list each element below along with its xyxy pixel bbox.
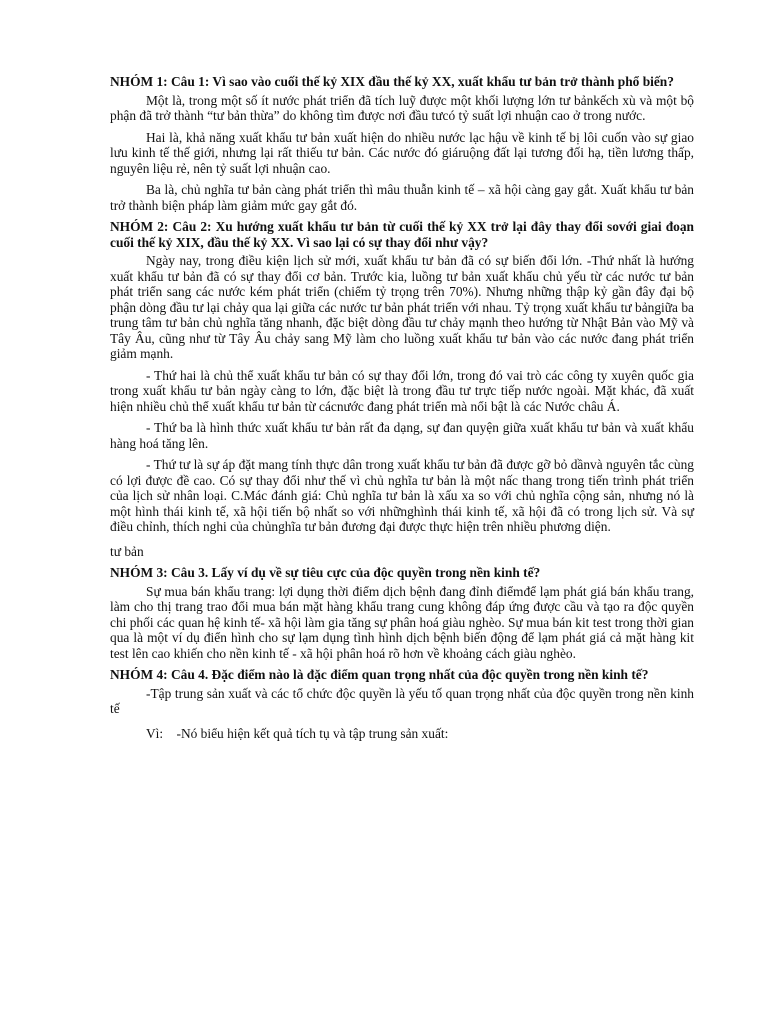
- section-2-paragraph-4: - Thứ tư là sự áp đặt mang tính thực dân trong xuất khẩu tư bản đã được gỡ bỏ dầnvà nguyên tắc cùng có lợi được đề cao. Có sự thay đổi như thế vì chủ nghĩa tư bản là một nấc thang trong tiến trình phát triển của lịch sử nhân loại. C.Mác đánh giá: Chủ nghĩa tư bản là xấu xa so với chủ nghĩa cộng sản, nhưng nó là một hình thái kinh tế, xã hội tiến bộ nhất so với nhữnghình thái kinh tế, xã hội đã có trong lịch sử. Và sự điều chỉnh, thích nghi của chủnghĩa tư bản đương đại được thực hiện trên nhiều phương diện.: [110, 457, 694, 534]
- section-4-heading: NHÓM 4: Câu 4. Đặc điểm nào là đặc điểm quan trọng nhất của độc quyền trong nền kinh tế?: [110, 667, 649, 682]
- section-2-paragraph-3: - Thứ ba là hình thức xuất khẩu tư bản rất đa dạng, sự đan quyện giữa xuất khẩu tư bản và xuất khẩu hàng hoá tăng lên.: [110, 420, 694, 451]
- section-4-paragraph-1: -Tập trung sản xuất và các tổ chức độc quyền là yếu tố quan trọng nhất của độc quyền trong nền kinh tế: [110, 685, 694, 716]
- section-2-paragraph-1: Ngày nay, trong điều kiện lịch sử mới, xuất khẩu tư bản đã có sự biến đổi lớn. -Thứ nhất là hướng xuất khẩu tư bản đã có sự thay đổi cơ bản. Trước kia, luồng tư bản xuất khẩu chủ yếu từ các nước tư bản phát triển sang các nước kém phát triển (chiếm tỷ trọng trên 70%). Nhưng những thập kỷ gần đây đại bộ phận dòng đầu tư lại chảy qua lại giữa các nước tư bản phát triển với nhau. Tỷ trọng xuất khẩu tư bảngiữa ba trung tâm tư bản chủ nghĩa tăng nhanh, đặc biệt dòng đầu tư chảy mạnh theo hướng từ Nhật Bản vào Mỹ và Tây Âu, cũng như từ Tây Âu chảy sang Mỹ làm cho luồng xuất khẩu tư bản vào các nước đang phát triển giảm mạnh.: [110, 253, 694, 361]
- section-3-paragraph-1: Sự mua bán khẩu trang: lợi dụng thời điểm dịch bệnh đang đỉnh điểmđể lạm phát giá bán khẩu trang, làm cho thị trang trao đổi mua bán mặt hàng khẩu trang cung không đáp ứng được cầu và tạo ra độc quyền chi phối các quan hệ kinh tế- xã hội làm gia tăng sự phân hoá giàu nghèo. Sự mua bán kit test trong thời gian qua là một ví dụ điển hình cho sự lạm dụng tình hình dịch bệnh biến động để lạm phát giá cả mặt hàng kit test lên cao khiến cho nền kinh tế - xã hội phân hoá rõ hơn về khoảng cách giàu nghèo.: [110, 583, 694, 661]
- section-3-heading: NHÓM 3: Câu 3. Lấy ví dụ về sự tiêu cực của độc quyền trong nền kinh tế?: [110, 565, 541, 580]
- section-2-paragraph-2: - Thứ hai là chủ thể xuất khẩu tư bản có sự thay đổi lớn, trong đó vai trò các công ty xuyên quốc gia trong xuất khẩu tư bản ngày càng to lớn, đặc biệt là trong đầu tư trực tiếp nước ngoài. Mặt khác, đã xuất hiện nhiều chủ thể xuất khẩu tư bản từ cácnước đang phát triển mà nổi bật là các Nước châu Á.: [110, 367, 694, 414]
- section-2-heading: NHÓM 2: Câu 2: Xu hướng xuất khẩu tư bản từ cuối thế kỷ XX trở lại đây thay đổi sovới giai đoạn cuối thế kỷ XIX, đầu thế kỷ XX. Vì sao lại có sự thay đổi như vậy?: [110, 219, 694, 250]
- section-4-paragraph-2: Vì: -Nó biểu hiện kết quả tích tụ và tập trung sản xuất:: [146, 725, 449, 741]
- section-1-heading: NHÓM 1: Câu 1: Vì sao vào cuối thế kỷ XIX đầu thế kỷ XX, xuất khẩu tư bản trở thành phổ biến?: [110, 74, 674, 89]
- section-2-trailing-fragment: tư bản: [110, 543, 144, 559]
- document-body: [110, 74, 694, 747]
- section-1-paragraph-3: Ba là, chủ nghĩa tư bản càng phát triển thì mâu thuẫn kinh tế – xã hội càng gay gắt. Xuất khẩu tư bản trở thành biện pháp làm giảm mức gay gắt đó.: [110, 182, 694, 213]
- section-1-paragraph-1: Một là, trong một số ít nước phát triển đã tích luỹ được một khối lượng lớn tư bảnkếch xù và một bộ phận đã trở thành “tư bản thừa” do không tìm được nơi đầu tưcó tỷ suất lợi nhuận cao ở trong nước.: [110, 92, 694, 123]
- section-1-paragraph-2: Hai là, khả năng xuất khẩu tư bản xuất hiện do nhiều nước lạc hậu về kinh tế bị lôi cuốn vào sự giao lưu kinh tế thế giới, nhưng lại rất thiếu tư bản. Các nước đó giáruộng đất lại tương đối hạ, tiền lương thấp, nguyên liệu rẻ, nên tỷ suất lợi nhuận cao.: [110, 129, 694, 176]
